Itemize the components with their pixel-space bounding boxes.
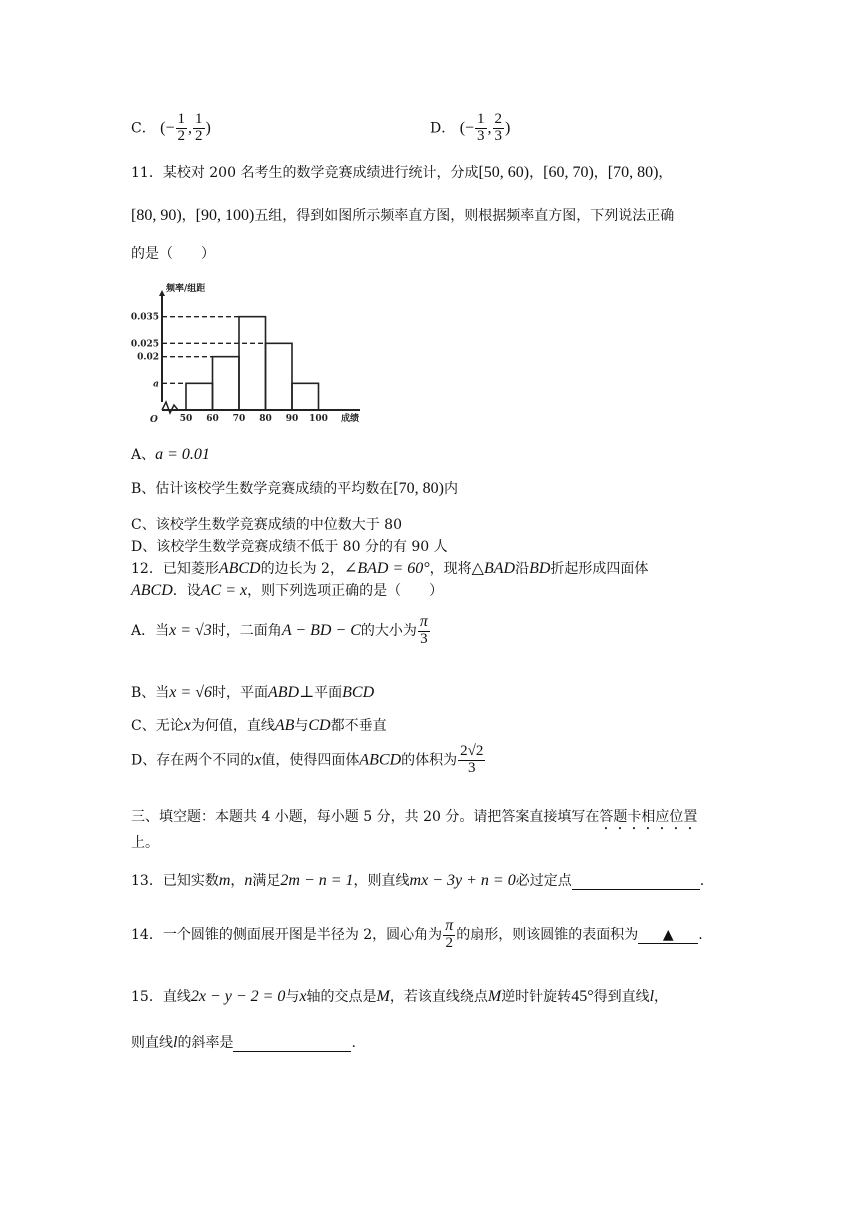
numerator: π — [445, 917, 454, 934]
option-text: 值，使得四面体 — [261, 752, 360, 769]
question-text: 五组，得到如图所示频率直方图，则根据频率直方图，下列说法正确 — [254, 208, 675, 224]
question-text: 的斜率是 — [177, 1035, 234, 1051]
math-symbol: ABD — [267, 684, 300, 701]
option-label: D． — [430, 120, 456, 137]
question-text: ，若该直线绕点 — [389, 989, 488, 1005]
math-symbol: l — [649, 988, 655, 1005]
math-symbol: M — [487, 988, 502, 1005]
fraction — [443, 918, 455, 952]
q11-option-a — [131, 444, 210, 464]
math-symbol: ABCD — [359, 751, 402, 769]
section-heading-line2 — [131, 832, 159, 852]
math-symbol: ABCD — [218, 560, 261, 577]
math-expression: a = 0.01 — [155, 446, 210, 463]
question-text: 逆时针旋转 — [501, 989, 572, 1005]
x-axis-label: 成绩 — [340, 414, 360, 424]
q11-option-d — [131, 536, 448, 556]
fraction — [176, 112, 188, 145]
math-symbol: x — [299, 988, 307, 1005]
answer-blank[interactable] — [233, 1035, 351, 1052]
question-text: 轴的交点是 — [306, 989, 377, 1005]
fraction — [493, 112, 505, 145]
math-expression: AC = x — [200, 582, 248, 599]
separator: ， — [658, 165, 673, 181]
math-expression: mx − 3y + n = 0 — [409, 872, 516, 889]
numerator: 2√2 — [460, 743, 484, 759]
histogram-bar — [213, 357, 240, 410]
math-symbol: x — [183, 717, 191, 734]
denominator: 2 — [445, 934, 453, 951]
question-text: ，则下列选项正确的是（ ） — [247, 583, 444, 599]
question-number: 11． — [131, 165, 163, 181]
question-text: 与 — [285, 989, 300, 1005]
q11-line2 — [131, 205, 674, 225]
question-text: 的边长为 2， — [260, 561, 344, 577]
q14 — [131, 918, 703, 952]
y-tick-label: a — [153, 379, 159, 390]
separator: ， — [654, 989, 669, 1005]
q12-option-c — [131, 715, 387, 735]
perpendicular-symbol: ⊥ — [299, 684, 315, 701]
section-text: 上。 — [131, 835, 159, 851]
option-label: B、当 — [131, 685, 170, 701]
histogram-bar — [186, 383, 213, 410]
period: . — [698, 926, 703, 943]
question-text: 沿 — [515, 561, 530, 577]
x-tick-label: 50 — [179, 414, 193, 424]
math-expression: x = √6 — [169, 684, 212, 701]
numerator: 2 — [494, 111, 503, 127]
option-label: A、 — [131, 447, 156, 463]
interval: [80, 90) — [131, 207, 182, 224]
question-text: ，则直线 — [353, 873, 410, 889]
interval: [50, 60) — [478, 164, 530, 181]
q13 — [131, 870, 704, 890]
question-text: 满足 — [252, 873, 281, 889]
option-text: 平面 — [314, 685, 343, 701]
math-symbol: BCD — [342, 684, 375, 701]
interval: [70, 80) — [607, 164, 659, 181]
question-text: 则直线 — [131, 1035, 173, 1051]
q11-line1 — [131, 162, 672, 182]
math-symbol: AB — [274, 717, 295, 734]
numerator: π — [419, 613, 428, 630]
axis-break-icon — [162, 402, 178, 413]
origin-label: O — [150, 415, 158, 425]
q12-line1 — [131, 558, 648, 578]
y-axis-arrow-icon — [159, 290, 165, 296]
option-text: 的大小为 — [360, 622, 417, 639]
math-expression: 45° — [571, 988, 594, 1005]
option-text: C、该校学生数学竞赛成绩的中位数大于 80 — [131, 517, 402, 533]
option-text: 时，平面 — [211, 685, 268, 701]
question-text: 已知实数 — [162, 873, 219, 889]
q12-option-d — [131, 744, 486, 777]
x-tick-label: 70 — [232, 414, 246, 424]
y-tick-label: 0.035 — [130, 312, 159, 323]
section-heading — [131, 806, 697, 833]
math-symbol: l — [173, 1034, 178, 1051]
section-text: 三、填空题：本题共 4 小题，每小题 5 分，共 20 分。请把答案直接填写在 — [131, 809, 600, 825]
q12-option-b — [131, 682, 374, 702]
question-text: 必过定点 — [515, 873, 572, 889]
question-number: 13． — [131, 873, 163, 889]
fraction — [418, 614, 430, 648]
question-text: 直线 — [162, 989, 191, 1005]
option-text: 内 — [443, 481, 458, 497]
math-symbol: BD — [529, 560, 551, 577]
option-text: 的体积为 — [401, 752, 458, 769]
frequency-histogram — [128, 282, 368, 426]
math-symbol: CD — [308, 717, 331, 734]
option-label: C． — [131, 120, 156, 137]
option-text: 与 — [294, 718, 309, 734]
math-expression: x = √3 — [169, 621, 212, 639]
interval: [70, 80) — [393, 480, 444, 497]
separator: ， — [529, 165, 544, 181]
denominator: 2 — [195, 127, 203, 144]
interval: [60, 70) — [543, 164, 594, 181]
y-tick-label: 0.02 — [137, 352, 159, 363]
math-symbol: M — [376, 988, 390, 1005]
option-text: 时，二面角 — [211, 622, 282, 639]
question-number: 15． — [131, 989, 163, 1005]
numerator: 1 — [177, 111, 186, 127]
q15-line2 — [131, 1032, 356, 1052]
question-text: 得到直线 — [593, 989, 650, 1005]
question-text: 某校对 200 名考生的数学竞赛成绩进行统计，分成 — [162, 165, 479, 181]
emphasized-text: 答题卡相应位置 — [599, 809, 698, 825]
option-text: 为何值，直线 — [190, 718, 275, 734]
q11-option-c — [131, 514, 402, 534]
answer-blank[interactable] — [638, 927, 698, 944]
question-text: ．设 — [172, 583, 201, 599]
interval: [90, 100) — [195, 207, 255, 224]
denominator: 3 — [477, 127, 485, 144]
histogram-bar — [239, 317, 266, 410]
q12-option-a — [131, 614, 431, 648]
math-symbol: n — [244, 872, 253, 889]
numerator: 1 — [195, 111, 203, 127]
question-text: 的是（ ） — [131, 246, 215, 262]
math-expression: 2m − n = 1 — [280, 872, 354, 889]
numerator: 1 — [477, 111, 485, 127]
separator: ， — [593, 165, 608, 181]
option-text: C、无论 — [131, 718, 184, 734]
option-label: A．当 — [131, 622, 170, 639]
question-text: 一个圆锥的侧面展开图是半径为 2，圆心角为 — [162, 926, 443, 943]
question-number: 14． — [131, 926, 163, 943]
question-text: 已知菱形 — [162, 561, 219, 577]
question-text: ，现将 — [429, 561, 472, 577]
math-expression: ∠BAD = 60° — [343, 560, 430, 577]
denominator: 3 — [420, 630, 428, 647]
separator: ， — [230, 873, 245, 889]
x-tick-label: 100 — [309, 414, 328, 424]
q11-option-b — [131, 478, 458, 498]
math-symbol: m — [218, 872, 231, 889]
option-text: D、该校学生数学竞赛成绩不低于 80 分的有 90 人 — [131, 539, 448, 555]
math-symbol: △BAD — [471, 560, 516, 577]
answer-blank[interactable] — [572, 873, 700, 890]
option-text: D、存在两个不同的 — [131, 752, 255, 769]
period: . — [699, 873, 705, 889]
fraction — [193, 112, 205, 145]
denominator: 3 — [494, 127, 503, 144]
histogram-bar — [292, 383, 319, 410]
denominator: 2 — [177, 127, 186, 144]
x-tick-label: 80 — [259, 414, 272, 424]
fraction — [475, 112, 487, 145]
q15-line1 — [131, 986, 668, 1006]
triangle-icon: ▲ — [662, 926, 674, 943]
x-tick-label: 60 — [206, 414, 219, 424]
option-text: 都不垂直 — [330, 718, 387, 734]
fraction — [458, 744, 485, 777]
q10-option-c: C． (− $\frac{1}{2}$ , $\frac{1}{2}$ ) — [131, 111, 211, 144]
option-text: B、估计该校学生数学竞赛成绩的平均数在 — [131, 481, 394, 497]
math-symbol: ABCD — [131, 582, 173, 599]
period: . — [351, 1035, 356, 1051]
question-text: 折起形成四面体 — [550, 561, 649, 577]
math-expression: 2x − y − 2 = 0 — [190, 988, 286, 1005]
x-tick-label: 90 — [285, 414, 299, 424]
separator: ， — [181, 208, 196, 224]
math-expression: A − BD − C — [281, 621, 361, 639]
math-symbol: x — [254, 751, 262, 769]
y-axis-label: 频率/组距 — [166, 284, 206, 294]
question-text: 的扇形，则该圆锥的表面积为 — [456, 926, 639, 943]
q10-option-d: D． (− $\frac{1}{3}$ , $\frac{2}{3}$ ) — [430, 111, 511, 144]
q12-line2 — [131, 580, 443, 600]
question-number: 12． — [131, 561, 163, 577]
denominator: 3 — [467, 759, 476, 776]
q11-line3 — [131, 243, 215, 263]
histogram-bar — [266, 343, 293, 410]
y-tick-label: 0.025 — [130, 339, 159, 350]
